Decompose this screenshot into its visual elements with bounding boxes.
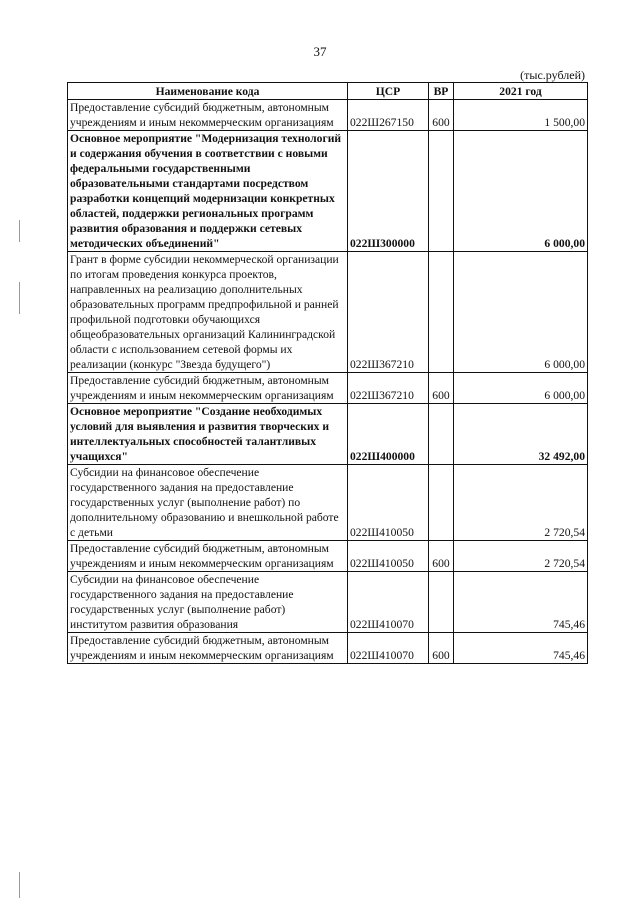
cell-sum: 1 500,00 [454, 100, 588, 131]
cell-sum: 745,46 [454, 633, 588, 664]
cell-name: Предоставление субсидий бюджетным, автономным учреждениям и иным некоммерческим организациям [68, 633, 348, 664]
cell-sum: 2 720,54 [454, 541, 588, 572]
header-vr: ВР [429, 83, 454, 100]
cell-csr: 022Ш367210 [348, 373, 429, 404]
units-label: (тыс.рублей) [520, 68, 585, 82]
table-row [68, 633, 588, 664]
header-csr: ЦСР [348, 83, 429, 100]
cell-sum: 6 000,00 [454, 373, 588, 404]
cell-sum: 745,46 [454, 572, 588, 633]
table-row [68, 541, 588, 572]
cell-sum: 6 000,00 [454, 252, 588, 373]
cell-csr: 022Ш267150 [348, 100, 429, 131]
cell-csr: 022Ш367210 [348, 252, 429, 373]
cell-csr: 022Ш410050 [348, 465, 429, 541]
cell-name: Основное мероприятие "Создание необходимых условий для выявления и развития творческих и интеллектуальных способностей талантливых учащихся" [68, 404, 348, 465]
cell-name: Предоставление субсидий бюджетным, автономным учреждениям и иным некоммерческим организациям [68, 541, 348, 572]
scan-edge-mark [19, 282, 20, 314]
cell-vr [429, 252, 454, 373]
cell-vr: 600 [429, 633, 454, 664]
cell-vr [429, 131, 454, 252]
cell-vr: 600 [429, 541, 454, 572]
budget-table [67, 82, 588, 664]
table-row [68, 465, 588, 541]
cell-name: Предоставление субсидий бюджетным, автономным учреждениям и иным некоммерческим организациям [68, 373, 348, 404]
cell-sum: 6 000,00 [454, 131, 588, 252]
cell-vr: 600 [429, 100, 454, 131]
table-row [68, 131, 588, 252]
table-row [68, 404, 588, 465]
cell-csr: 022Ш410070 [348, 633, 429, 664]
table-row [68, 252, 588, 373]
scan-edge-mark [19, 220, 20, 242]
cell-csr: 022Ш410070 [348, 572, 429, 633]
cell-sum: 2 720,54 [454, 465, 588, 541]
cell-name: Субсидии на финансовое обеспечение государственного задания на предоставление государственных услуг (выполнение работ) институтом развития образования [68, 572, 348, 633]
header-year: 2021 год [454, 83, 588, 100]
table-row [68, 373, 588, 404]
cell-csr: 022Ш410050 [348, 541, 429, 572]
cell-csr: 022Ш400000 [348, 404, 429, 465]
table-header-row [68, 83, 588, 100]
cell-vr [429, 404, 454, 465]
table-row [68, 572, 588, 633]
cell-vr: 600 [429, 373, 454, 404]
cell-name: Грант в форме субсидии некоммерческой организации по итогам проведения конкурса проектов, направленных на реализацию дополнительных образовательных программ предпрофильной и ранней профильной подготовки обучающихся общеобразовательных организаций Калининградской области с использованием сетевой формы их реализации (конкурс "Звезда будущего") [68, 252, 348, 373]
cell-vr [429, 465, 454, 541]
cell-csr: 022Ш300000 [348, 131, 429, 252]
cell-name: Субсидии на финансовое обеспечение государственного задания на предоставление государственных услуг (выполнение работ) по дополнительному образованию и внешкольной работе с детьми [68, 465, 348, 541]
cell-name: Предоставление субсидий бюджетным, автономным учреждениям и иным некоммерческим организациям [68, 100, 348, 131]
page-number: 37 [313, 44, 327, 59]
table-row [68, 100, 588, 131]
scan-edge-mark [19, 872, 20, 898]
cell-sum: 32 492,00 [454, 404, 588, 465]
cell-vr [429, 572, 454, 633]
header-name: Наименование кода [68, 83, 348, 100]
cell-name: Основное мероприятие "Модернизация технологий и содержания обучения в соответствии с новыми федеральными государственными образовательными стандартами посредством разработки концепций модернизации конкретных областей, поддержки региональных программ развития образования и поддержки сетевых методических объединений" [68, 131, 348, 252]
